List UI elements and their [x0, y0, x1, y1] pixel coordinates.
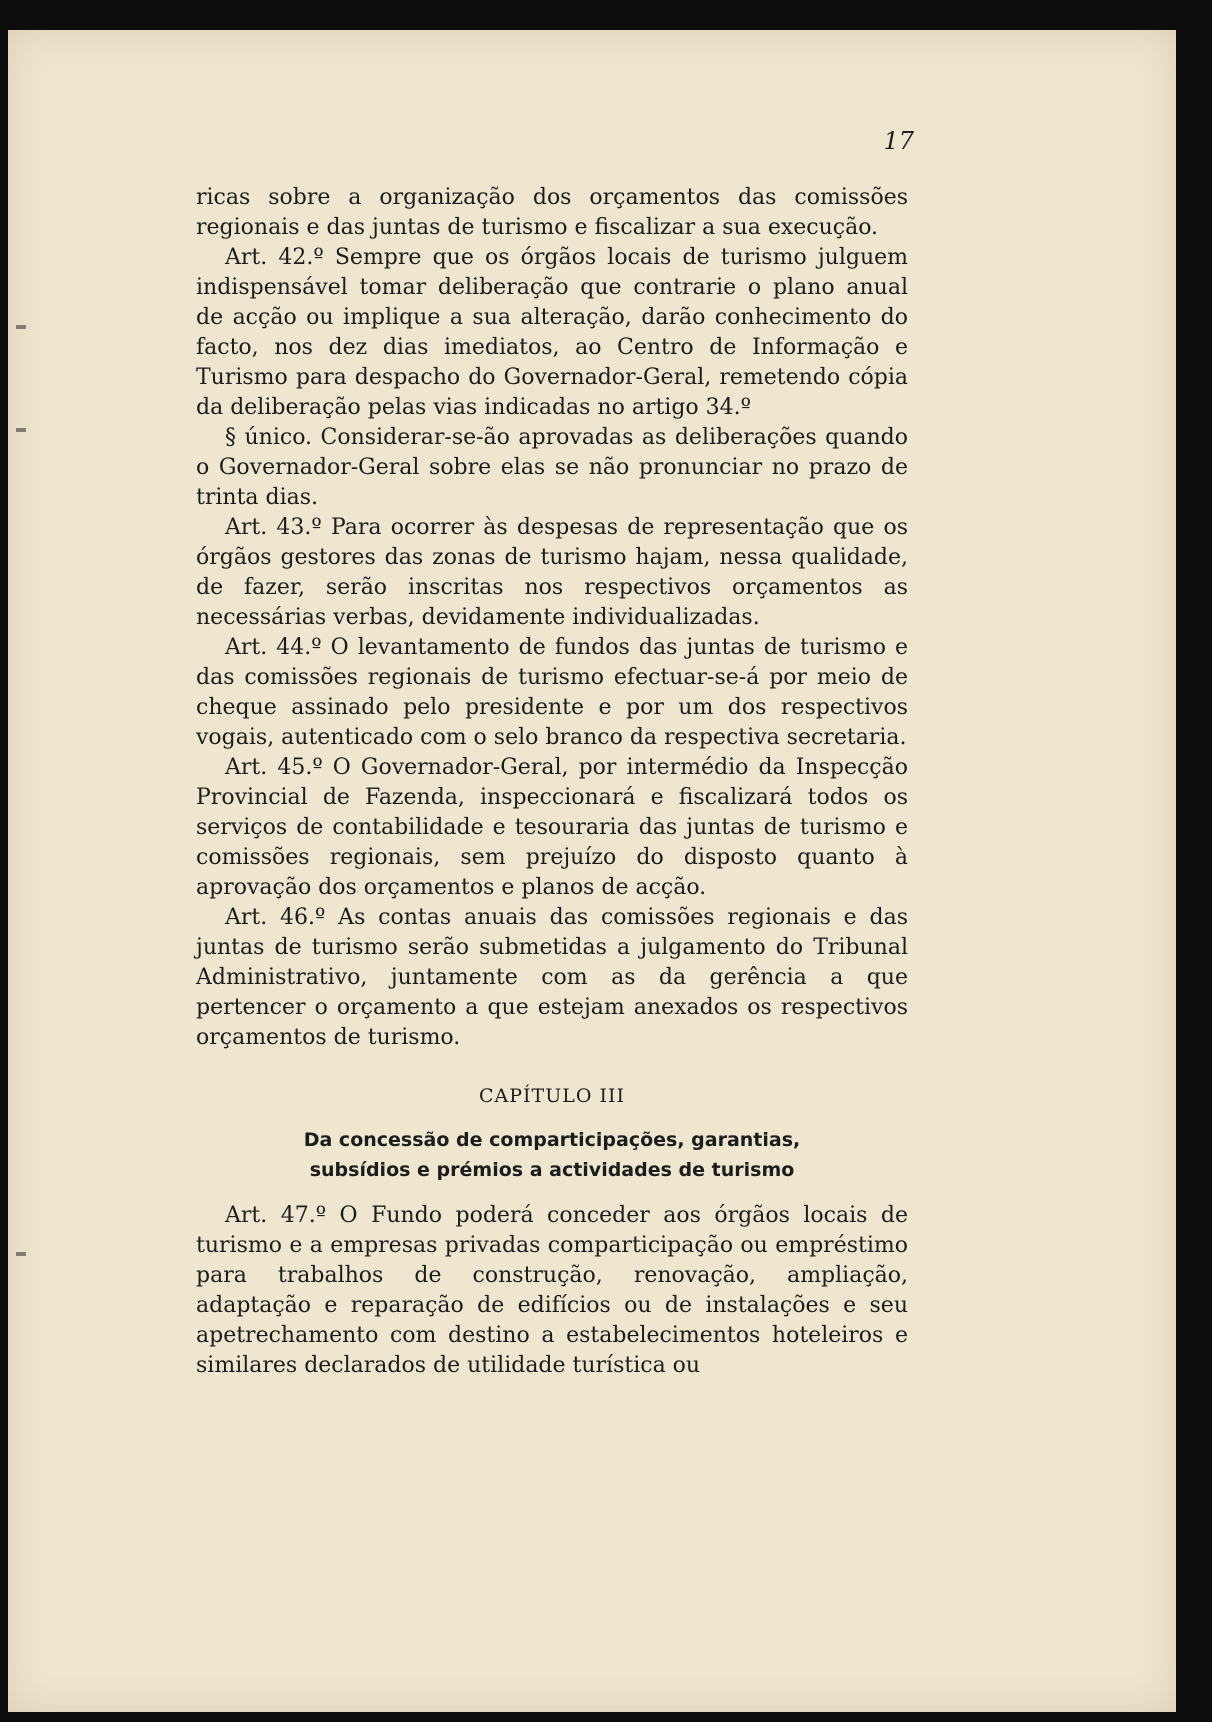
article-44: Art. 44.º O levantamento de fundos das juntas de turismo e das comissões regionais de turismo efectuar-se-á por meio de cheque assinado pelo presidente e por um dos respectivos vogais, autenticado com o selo branco da respectiva secretaria. [196, 635, 908, 750]
continuation-paragraph: ricas sobre a organização dos orçamentos das comissões regionais e das juntas de turismo e fiscalizar a sua execução. [196, 185, 908, 240]
article-43: Art. 43.º Para ocorrer às despesas de representação que os órgãos gestores das zonas de turismo hajam, nessa qualidade, de fazer, serão inscritas nos respectivos orçamentos as necessárias verbas, devidamente individualizadas. [196, 515, 908, 630]
chapter-title-line-2: subsídios e prémios a actividades de turismo [309, 1159, 795, 1181]
article-47: Art. 47.º O Fundo poderá conceder aos órgãos locais de turismo e a empresas privadas comparticipação ou empréstimo para trabalhos de construção, renovação, ampliação, adaptação e reparação de edifícios ou de instalações e seu apetrechamento com destino a estabelecimentos hoteleiros e similares declarados de utilidade turística ou [196, 1203, 908, 1378]
binding-mark [16, 325, 26, 329]
article-45: Art. 45.º O Governador-Geral, por intermédio da Inspecção Provincial de Fazenda, inspeccionará e fiscalizará todos os serviços de contabilidade e tesouraria das juntas de turismo e comissões regionais, sem prejuízo do disposto quanto à aprovação dos orçamentos e planos de acção. [196, 755, 908, 900]
binding-mark [16, 428, 26, 432]
paragraph-unico: § único. Considerar-se-ão aprovadas as deliberações quando o Governador-Geral sobre elas se não pronunciar no prazo de trinta dias. [196, 425, 908, 510]
chapter-title [196, 1125, 908, 1185]
chapter-title-line-1: Da concessão de comparticipações, garantias, [303, 1129, 801, 1151]
page-number: 17 [883, 127, 914, 155]
binding-mark [16, 1252, 26, 1256]
document-body [196, 183, 908, 1381]
article-46: Art. 46.º As contas anuais das comissões regionais e das juntas de turismo serão submetidas a julgamento do Tribunal Administrativo, juntamente com as da gerência a que pertencer o orçamento a que estejam anexados os respectivos orçamentos de turismo. [196, 905, 908, 1050]
chapter-heading: CAPÍTULO III [479, 1085, 625, 1107]
article-42: Art. 42.º Sempre que os órgãos locais de turismo julguem indispensável tomar deliberação que contrarie o plano anual de acção ou implique a sua alteração, darão conhecimento do facto, nos dez dias imediatos, ao Centro de Informação e Turismo para despacho do Governador-Geral, remetendo cópia da deliberação pelas vias indicadas no artigo 34.º [196, 245, 908, 420]
